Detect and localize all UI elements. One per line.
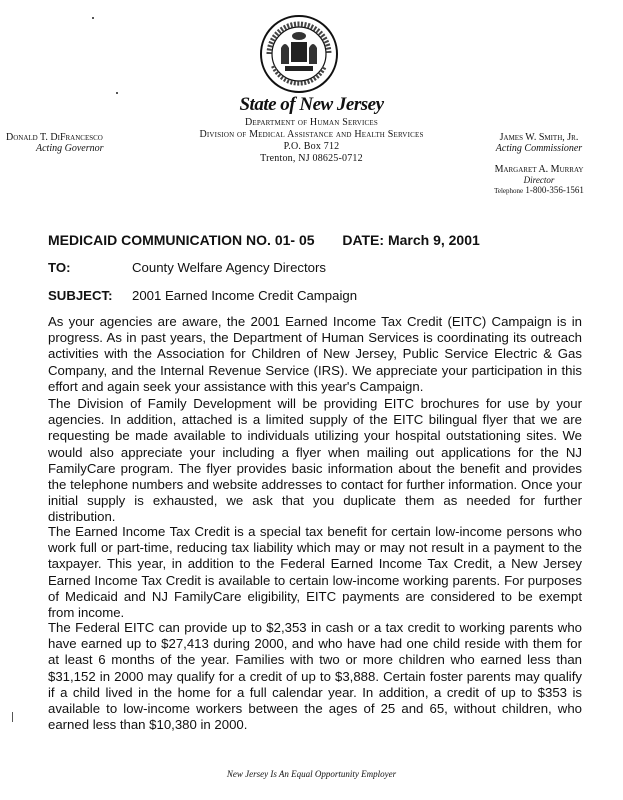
commissioner-title: Acting Commissioner	[495, 143, 583, 154]
state-seal-icon	[259, 14, 339, 94]
date-label: DATE:	[342, 232, 385, 248]
footer-note: New Jersey Is An Equal Opportunity Employer	[226, 769, 397, 779]
city-address: Trenton, NJ 08625-0712	[260, 153, 363, 164]
scan-speck	[92, 17, 94, 19]
scan-speck	[116, 92, 118, 94]
to-value: County Welfare Agency Directors	[132, 260, 326, 275]
subject-label: SUBJECT:	[48, 288, 113, 303]
officials-block	[484, 132, 594, 195]
subject-value: 2001 Earned Income Credit Campaign	[132, 288, 358, 303]
state-title: State of New Jersey	[239, 94, 384, 115]
subject-line	[48, 288, 357, 303]
to-line	[48, 260, 326, 275]
communication-heading	[48, 232, 480, 248]
director-title: Director	[523, 175, 555, 185]
governor-title: Acting Governor	[36, 143, 104, 154]
governor-name: Donald T. DiFrancesco	[6, 132, 103, 143]
telephone-number: 1-800-356-1561	[525, 185, 584, 195]
governor-block	[6, 132, 104, 154]
body-paragraph-3: The Earned Income Tax Credit is a special tax benefit for certain low-income persons who work full or part-time, reducing tax liability which may or may not result in a payment to the taxpayer. This year, in addition to the Federal Earned Income Tax Credit, a New Jersey Earned Income Tax Credit is available to certain low-income working parents. For purposes of Medicaid and NJ FamilyCare eligibility, EITC payments are considered to be exempt from income.	[48, 524, 582, 621]
communication-number: MEDICAID COMMUNICATION NO. 01- 05	[48, 232, 315, 248]
scan-speck	[12, 712, 13, 722]
telephone-label: Telephone	[494, 187, 524, 195]
department-name: Department of Human Services	[245, 117, 378, 128]
director-name: Margaret A. Murray	[494, 164, 584, 175]
commissioner-name: James W. Smith, Jr.	[499, 132, 579, 143]
po-box: P.O. Box 712	[283, 141, 340, 152]
division-name: Division of Medical Assistance and Health Services	[199, 129, 424, 140]
body-paragraph-1: As your agencies are aware, the 2001 Earned Income Tax Credit (EITC) Campaign is in progress. As in past years, the Department of Human Services is coordinating its outreach activities with the Association for Children of New Jersey, Public Service Electric & Gas Company, and the Internal Revenue Service (IRS). We appreciate your participation in this effort and again seek your assistance with this year's Campaign.	[48, 314, 582, 394]
body-paragraph-4: The Federal EITC can provide up to $2,353 in cash or a tax credit to working parents who have earned up to $27,413 during 2000, and who have had one child reside with them for at least 6 months of the year. Families with two or more children who earned less than $31,152 in 2000 may qualify for a credit of up to $3,888. Certain foster parents may qualify if a child lived in the home for a full calendar year. In addition, a credit of up to $353 is available to low-income workers between the ages of 25 and 65, without children, who earned less than $10,380 in 2000.	[48, 620, 582, 733]
to-label: TO:	[48, 260, 71, 275]
body-paragraph-2: The Division of Family Development will be providing EITC brochures for use by your agencies. In addition, attached is a limited supply of the EITC bilingual flyer that we are requesting be made available to individuals utilizing your hospital outstationing sites. We would also appreciate your including a flyer when mailing out applications for the NJ FamilyCare program. The flyer provides basic information about the benefit and provides the telephone numbers and website addresses to contact for further information. Once your initial supply is exhausted, we ask that you duplicate them as needed for further distribution.	[48, 396, 582, 525]
date-value: March 9, 2001	[387, 232, 480, 248]
